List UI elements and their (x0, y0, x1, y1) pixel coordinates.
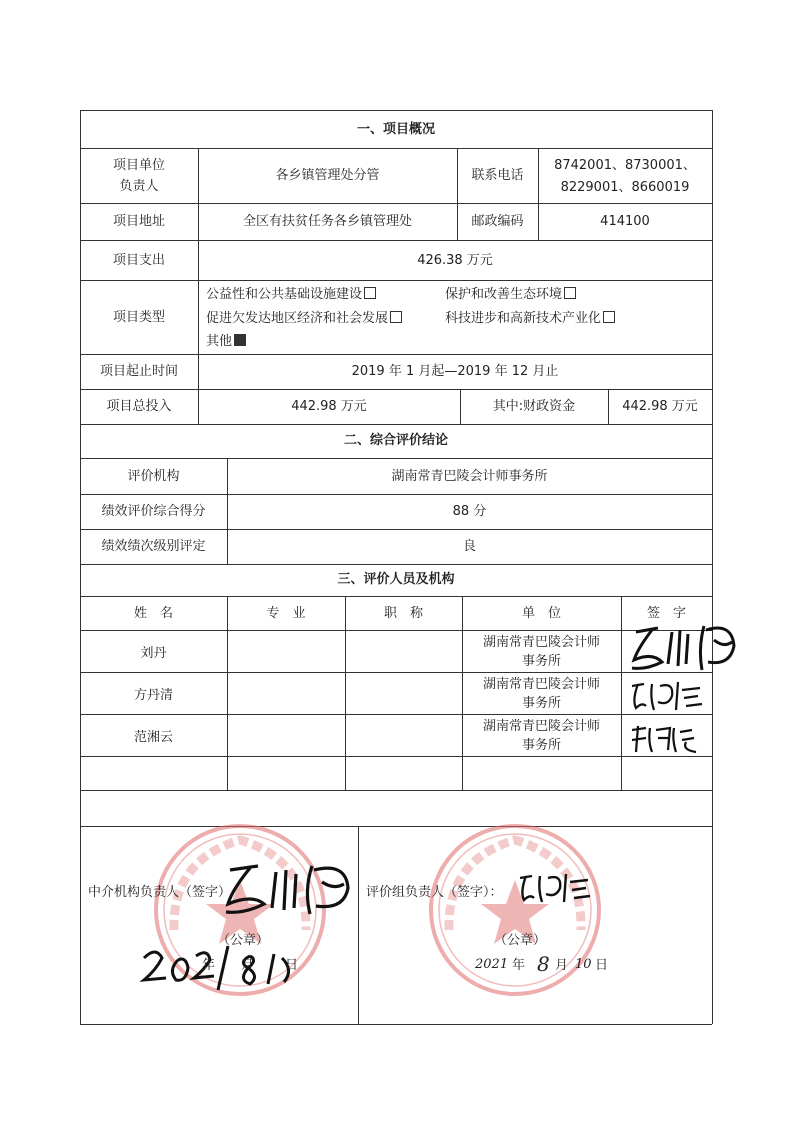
row-line (80, 564, 712, 565)
date-month-label-left: 月 (241, 958, 255, 973)
checkbox-technology[interactable] (603, 311, 615, 323)
table-row-unit-2: 事务所 (521, 738, 561, 753)
section-title-conclusion: 二、综合评价结论 (343, 433, 448, 448)
row-line (80, 714, 712, 715)
postcode-value: 414100 (600, 214, 650, 229)
score-label: 绩效评价综合得分 (101, 504, 206, 519)
expense-label: 项目支出 (112, 253, 165, 268)
signature-fangdanqing (628, 676, 708, 716)
col-line (621, 596, 622, 790)
date-year-label-right: 年 (512, 958, 526, 973)
handwritten-date-month-right: 8 (537, 952, 550, 976)
signature-liudan (628, 618, 748, 678)
seal-label-right: （公章） (494, 933, 547, 948)
row-line (80, 756, 712, 757)
expense-value: 426.38 万元 (417, 253, 493, 268)
phone-value-2: 8229001、8660019 (560, 180, 690, 195)
address-value: 全区有扶贫任务各乡镇管理处 (242, 214, 412, 229)
header-name: 姓 名 (133, 606, 173, 621)
section-title-overview: 一、项目概况 (356, 122, 435, 137)
row-line (80, 790, 712, 791)
type-label: 项目类型 (112, 310, 165, 325)
investment-label: 项目总投入 (106, 399, 172, 414)
type-option-development: 促进欠发达地区经济和社会发展 (206, 310, 402, 327)
row-line (80, 240, 712, 241)
table-row-unit: 湖南常青巴陵会计师 (482, 635, 600, 650)
table-row-name: 方丹清 (133, 688, 173, 703)
table-border-bottom (80, 1024, 712, 1025)
row-line (80, 494, 712, 495)
agency-value: 湖南常青巴陵会计师事务所 (391, 469, 548, 484)
address-label: 项目地址 (112, 214, 165, 229)
table-row-unit: 湖南常青巴陵会计师 (482, 719, 600, 734)
col-line (198, 148, 199, 424)
table-border-left (80, 110, 81, 1024)
row-line (80, 354, 712, 355)
intermediary-head-label: 中介机构负责人（签字） (88, 885, 232, 900)
checkbox-public[interactable] (364, 287, 376, 299)
date-month-label-right: 月 (555, 958, 569, 973)
date-year-label-left: 年 (202, 958, 216, 973)
row-line (80, 630, 712, 631)
score-value: 88 分 (452, 504, 487, 519)
footer-divider (358, 826, 359, 1024)
table-row-name: 范湘云 (133, 730, 173, 745)
row-line (80, 424, 712, 425)
phone-value-1: 8742001、8730001、 (554, 158, 696, 173)
grade-label: 绩效绩次级别评定 (101, 539, 206, 554)
row-line (80, 672, 712, 673)
fiscal-label: 其中:财政资金 (492, 399, 576, 414)
table-row-unit-2: 事务所 (521, 654, 561, 669)
period-value: 2019 年 1 月起—2019 年 12 月止 (351, 364, 559, 379)
row-line (80, 203, 712, 204)
row-line (80, 148, 712, 149)
row-line (80, 596, 712, 597)
period-label: 项目起止时间 (99, 364, 178, 379)
unit-value: 各乡镇管理处分管 (275, 168, 380, 183)
phone-label: 联系电话 (471, 168, 524, 183)
seal-label-left: （公章） (217, 933, 270, 948)
grade-value: 良 (462, 539, 476, 554)
col-line (462, 596, 463, 790)
type-option-other: 其他 (206, 333, 246, 350)
section-title-personnel: 三、评价人员及机构 (337, 572, 455, 587)
type-option-public: 公益性和公共基础设施建设 (206, 286, 376, 303)
table-border-top (80, 110, 712, 111)
unit-label-2: 负责人 (119, 179, 159, 194)
table-row-unit: 湖南常青巴陵会计师 (482, 677, 600, 692)
header-title: 职 称 (383, 606, 423, 621)
postcode-label: 邮政编码 (471, 214, 524, 229)
col-line (227, 596, 228, 790)
signature-intermediary-head (222, 858, 362, 918)
checkbox-ecology[interactable] (564, 287, 576, 299)
table-border-right (712, 110, 713, 1024)
date-day-label-left: 日 (285, 958, 299, 973)
header-unit: 单 位 (521, 606, 561, 621)
date-day-label-right: 日 (595, 958, 609, 973)
row-line (80, 280, 712, 281)
row-line (80, 529, 712, 530)
type-option-ecology: 保护和改善生态环境 (445, 286, 576, 303)
investment-value: 442.98 万元 (291, 399, 367, 414)
checkbox-other-checked[interactable] (234, 334, 246, 346)
col-line (345, 596, 346, 790)
row-line (80, 458, 712, 459)
handwritten-date-left (138, 940, 298, 996)
table-row-name: 刘丹 (140, 646, 167, 661)
type-option-technology: 科技进步和高新技术产业化 (445, 310, 615, 327)
table-row-unit-2: 事务所 (521, 696, 561, 711)
signature-fanxiangyun (628, 722, 708, 758)
unit-label: 项目单位 (112, 158, 165, 173)
row-line (80, 389, 712, 390)
handwritten-date-year-right: 2021 (475, 957, 509, 972)
signature-evaluation-head (516, 868, 596, 908)
checkbox-development[interactable] (390, 311, 402, 323)
header-major: 专 业 (266, 606, 306, 621)
header-signature: 签 字 (646, 606, 686, 621)
handwritten-date-day-right: 10 (575, 957, 592, 972)
fiscal-value: 442.98 万元 (622, 399, 698, 414)
agency-label: 评价机构 (127, 469, 180, 484)
evaluation-head-label: 评价组负责人（签字）： (366, 885, 503, 900)
